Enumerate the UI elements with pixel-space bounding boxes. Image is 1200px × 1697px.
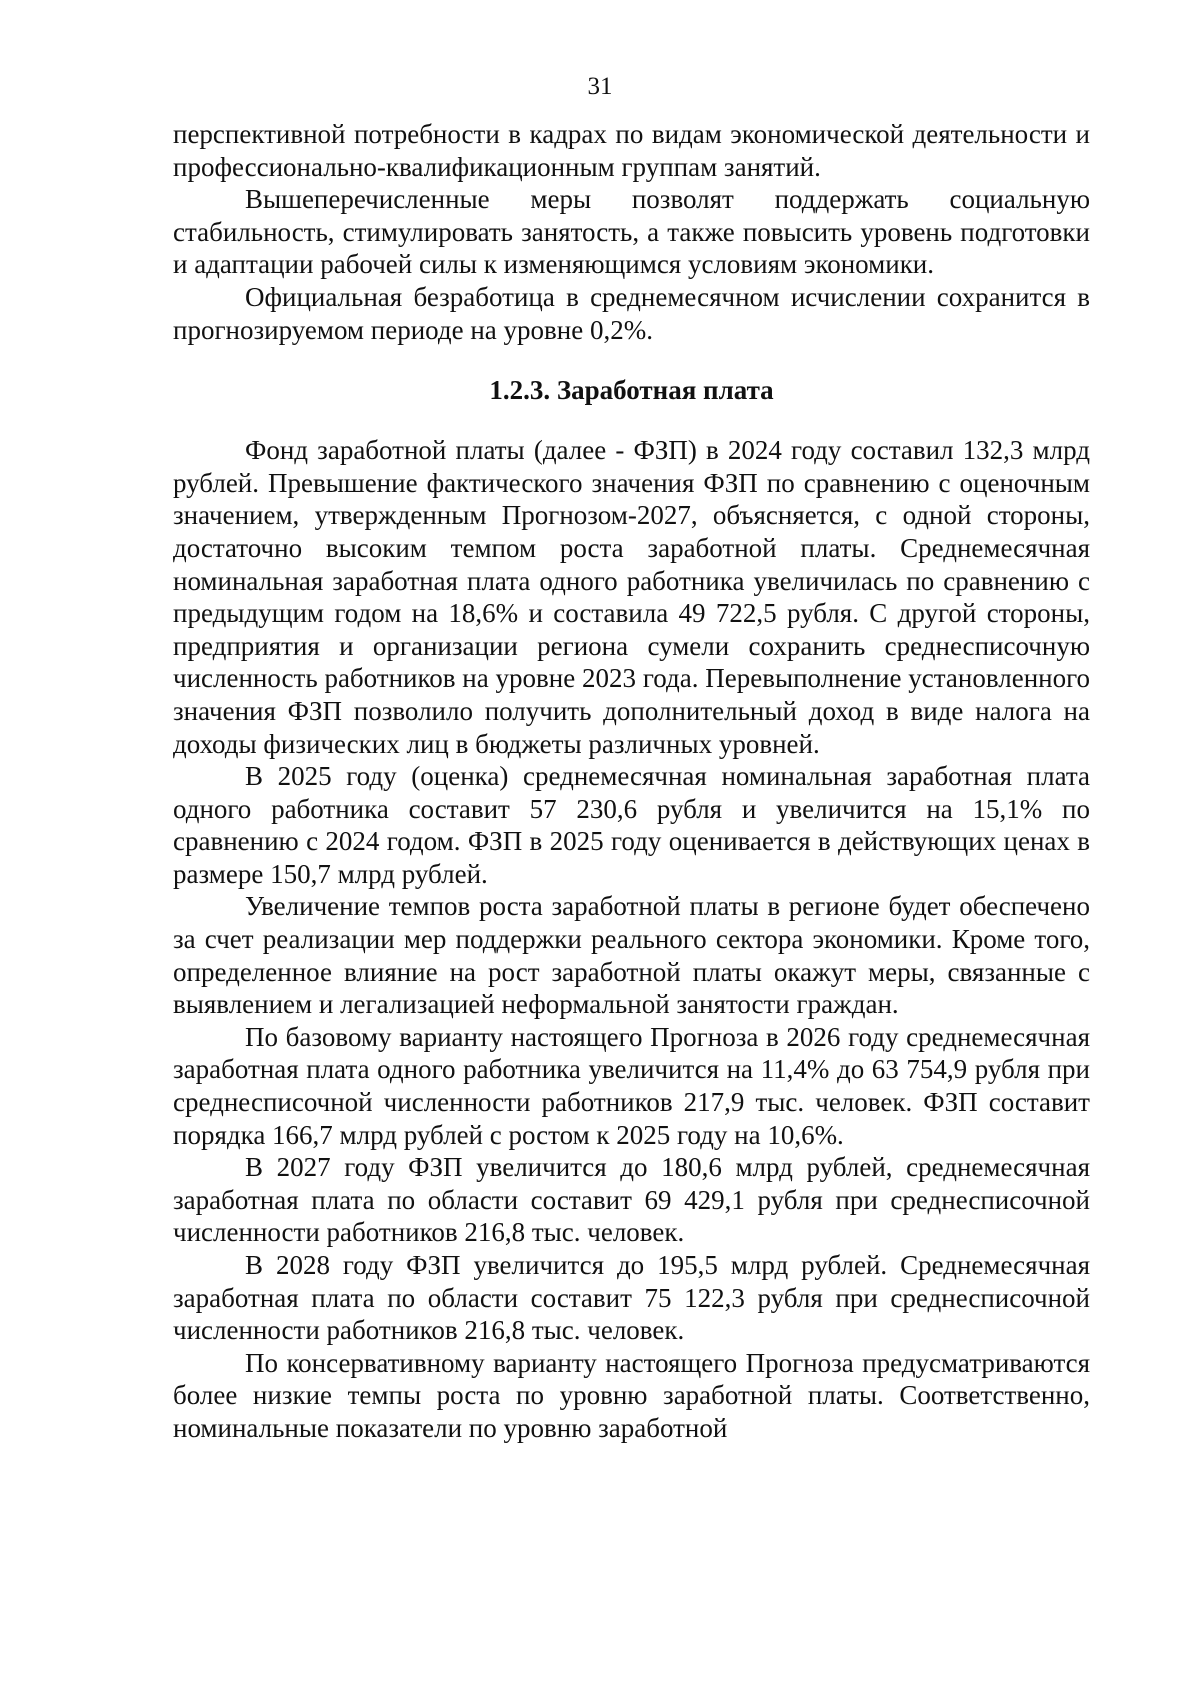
- paragraph-unemployment: Официальная безработица в среднемесячном исчислении сохранится в прогнозируемом периоде на уровне 0,2%.: [173, 281, 1090, 345]
- paragraph-conservative-scenario: По консервативному варианту настоящего Прогноза предусматриваются более низкие темпы роста по уровню заработной платы. Соответственно, номинальные показатели по уровню заработной: [173, 1347, 1090, 1443]
- page-number: 31: [587, 73, 613, 100]
- paragraph-continuation: перспективной потребности в кадрах по видам экономической деятельности и профессионально-квалификационным группам занятий.: [173, 119, 1090, 182]
- paragraph-2028: В 2028 году ФЗП увеличится до 195,5 млрд рублей. Среднемесячная заработная плата по области составит 75 122,3 рубля при среднесписочной численности работников 216,8 тыс. человек.: [173, 1250, 1090, 1346]
- section-heading: 1.2.3. Заработная плата: [489, 375, 774, 406]
- paragraph-2027: В 2027 году ФЗП увеличится до 180,6 млрд рублей, среднемесячная заработная плата по области составит 69 429,1 рубля при среднесписочной численности работников 216,8 тыс. человек.: [173, 1152, 1090, 1248]
- paragraph-base-scenario-2026: По базовому варианту настоящего Прогноза в 2026 году среднемесячная заработная плата одного работника увеличится на 11,4% до 63 754,9 рубля при среднесписочной численности работников 217,9 тыс. человек. ФЗП составит порядка 166,7 млрд рублей с ростом к 2025 году на 10,6%.: [173, 1021, 1090, 1150]
- paragraph-wage-fund-2024: Фонд заработной платы (далее - ФЗП) в 2024 году составил 132,3 млрд рублей. Превышение фактического значения ФЗП по сравнению с оценочным значением, утвержденным Прогнозом-2027, объясняется, с одной стороны, достаточно высоким темпом роста заработной платы. Среднемесячная номинальная заработная плата одного работника увеличилась по сравнению с предыдущим годом на 18,6% и составила 49 722,5 рубля. С другой стороны, предприятия и организации региона сумели сохранить среднесписочную численность работников на уровне 2023 года. Перевыполнение установленного значения ФЗП позволило получить дополнительный доход в виде налога на доходы физических лиц в бюджеты различных уровней.: [173, 435, 1090, 759]
- paragraph-wage-growth: Увеличение темпов роста заработной платы в регионе будет обеспечено за счет реализации мер поддержки реального сектора экономики. Кроме того, определенное влияние на рост заработной платы окажут меры, связанные с выявлением и легализацией неформальной занятости граждан.: [173, 891, 1090, 1020]
- page-body: [173, 118, 1090, 1445]
- paragraph-measures: Вышеперечисленные меры позволят поддержать социальную стабильность, стимулировать занятость, а также повысить уровень подготовки и адаптации рабочей силы к изменяющимся условиям экономики.: [173, 184, 1090, 280]
- paragraph-wage-2025: В 2025 году (оценка) среднемесячная номинальная заработная плата одного работника составит 57 230,6 рубля и увеличится на 15,1% по сравнению с 2024 годом. ФЗП в 2025 году оценивается в действующих ценах в размере 150,7 млрд рублей.: [173, 761, 1090, 889]
